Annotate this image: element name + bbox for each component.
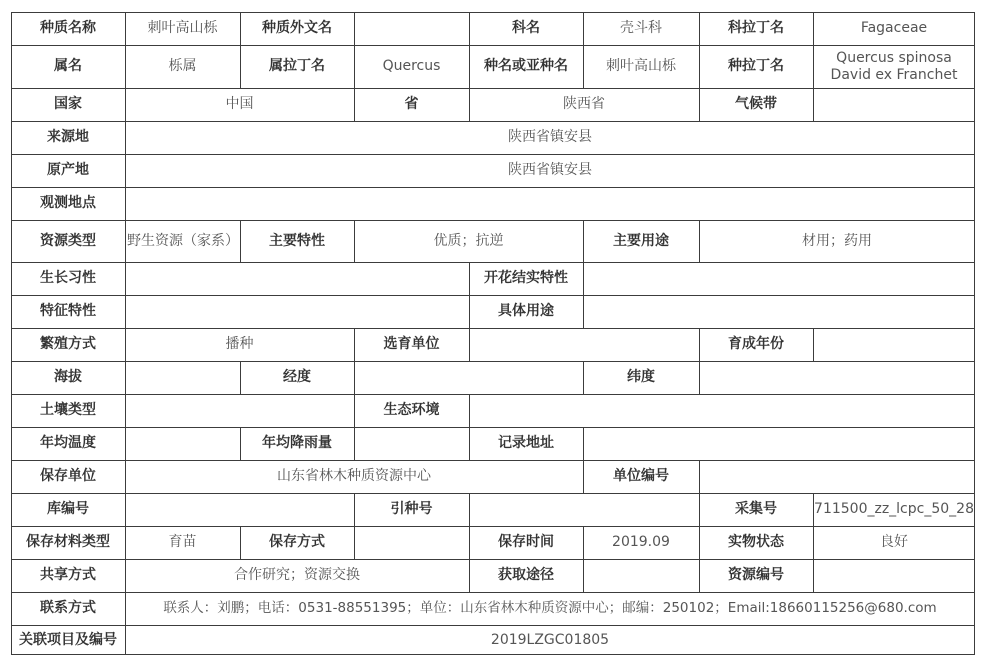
field-label: 科拉丁名 xyxy=(728,20,784,36)
field-label: 保存时间 xyxy=(498,534,554,550)
field-label: 关联项目及编号 xyxy=(19,631,117,648)
field-label: 引种号 xyxy=(390,501,433,517)
field-label: 种质名称 xyxy=(40,20,96,36)
field-label: 经度 xyxy=(283,369,311,385)
field-value xyxy=(813,328,975,361)
field-label: 育成年份 xyxy=(728,336,784,352)
field-label: 主要用途 xyxy=(613,232,669,249)
field-value: Fagaceae xyxy=(860,20,928,36)
field-label: 保存材料类型 xyxy=(26,534,110,550)
field-value: Quercus spinosa David ex Franchet xyxy=(830,49,958,83)
field-value: 合作研究；资源交换 xyxy=(234,567,360,583)
field-label: 国家 xyxy=(54,96,82,112)
field-value: 育苗 xyxy=(168,534,197,550)
field-value: 壳斗科 xyxy=(620,20,662,36)
field-label: 种拉丁名 xyxy=(728,58,784,74)
field-label: 科名 xyxy=(512,20,540,36)
field-label: 共享方式 xyxy=(40,567,96,583)
field-value: 刺叶高山栎 xyxy=(606,58,676,74)
field-label: 来源地 xyxy=(47,129,89,145)
field-value: 野生资源（家系） xyxy=(127,232,239,249)
field-label: 联系方式 xyxy=(40,600,96,616)
field-label: 属名 xyxy=(54,58,82,74)
field-value xyxy=(699,361,975,394)
field-label: 资源编号 xyxy=(728,567,784,583)
field-label: 库编号 xyxy=(47,501,89,517)
field-label: 年均温度 xyxy=(40,435,96,451)
field-value: 2019LZGC01805 xyxy=(490,631,610,648)
field-label: 省 xyxy=(404,96,419,112)
field-label: 生长习性 xyxy=(40,270,96,286)
field-value: 良好 xyxy=(880,534,908,550)
field-label: 单位编号 xyxy=(613,468,669,484)
field-value xyxy=(813,88,975,121)
field-value xyxy=(699,460,975,493)
field-label: 生态环境 xyxy=(383,402,440,418)
field-label: 选育单位 xyxy=(383,336,440,352)
field-value: 陕西省镇安县 xyxy=(508,162,592,178)
field-value xyxy=(354,526,469,559)
field-label: 年均降雨量 xyxy=(262,435,332,451)
field-value xyxy=(354,12,469,45)
field-label: 纬度 xyxy=(627,369,655,385)
field-label: 原产地 xyxy=(47,162,89,178)
field-label: 特征特性 xyxy=(40,303,96,319)
field-label: 保存方式 xyxy=(269,534,325,550)
field-label: 采集号 xyxy=(735,501,777,517)
field-value xyxy=(125,262,469,295)
field-value: 陕西省镇安县 xyxy=(508,129,592,145)
field-label: 土壤类型 xyxy=(40,402,96,418)
field-value xyxy=(125,394,354,427)
field-label: 记录地址 xyxy=(498,435,554,451)
field-label: 种质外文名 xyxy=(262,20,332,36)
germplasm-info-table xyxy=(11,12,975,655)
field-value: 2019.09 xyxy=(612,534,670,550)
field-label: 具体用途 xyxy=(498,303,554,319)
field-value xyxy=(354,427,469,460)
field-value xyxy=(354,361,583,394)
field-value: 刺叶高山栎 xyxy=(147,20,218,36)
field-label: 属拉丁名 xyxy=(269,58,325,74)
field-label: 种名或亚种名 xyxy=(484,58,568,74)
field-value xyxy=(125,361,240,394)
field-value xyxy=(469,328,699,361)
field-value xyxy=(125,427,240,460)
field-label: 资源类型 xyxy=(40,232,96,249)
field-value xyxy=(125,187,975,220)
field-label: 气候带 xyxy=(735,96,777,112)
field-value: Quercus xyxy=(382,58,441,74)
field-value: 711500_zz_lcpc_50_28 xyxy=(814,501,974,517)
field-value: 材用；药用 xyxy=(802,232,872,249)
field-value: 山东省林木种质资源中心 xyxy=(277,468,431,484)
field-value: 播种 xyxy=(225,336,254,352)
field-value: 联系人：刘鹏；电话：0531-88551395；单位：山东省林木种质资源中心；邮编：250102；Email:18660115256@680.com xyxy=(163,600,937,616)
field-value: 栎属 xyxy=(168,58,197,74)
field-label: 主要特性 xyxy=(269,232,325,249)
field-label: 获取途径 xyxy=(498,567,554,583)
field-value xyxy=(813,559,975,592)
field-label: 开花结实特性 xyxy=(484,270,568,286)
field-value xyxy=(125,493,354,526)
field-value xyxy=(583,427,975,460)
field-value: 中国 xyxy=(225,96,254,112)
field-value xyxy=(125,295,469,328)
field-label: 观测地点 xyxy=(40,195,96,211)
field-label: 海拔 xyxy=(54,369,82,385)
field-label: 实物状态 xyxy=(728,534,784,550)
field-value xyxy=(583,559,699,592)
field-value: 优质；抗逆 xyxy=(433,232,504,249)
field-value: 陕西省 xyxy=(563,96,605,112)
field-value xyxy=(583,262,975,295)
field-label: 繁殖方式 xyxy=(40,336,96,352)
field-value xyxy=(469,493,699,526)
field-label: 保存单位 xyxy=(40,468,96,484)
field-value xyxy=(583,295,975,328)
field-value xyxy=(469,394,975,427)
